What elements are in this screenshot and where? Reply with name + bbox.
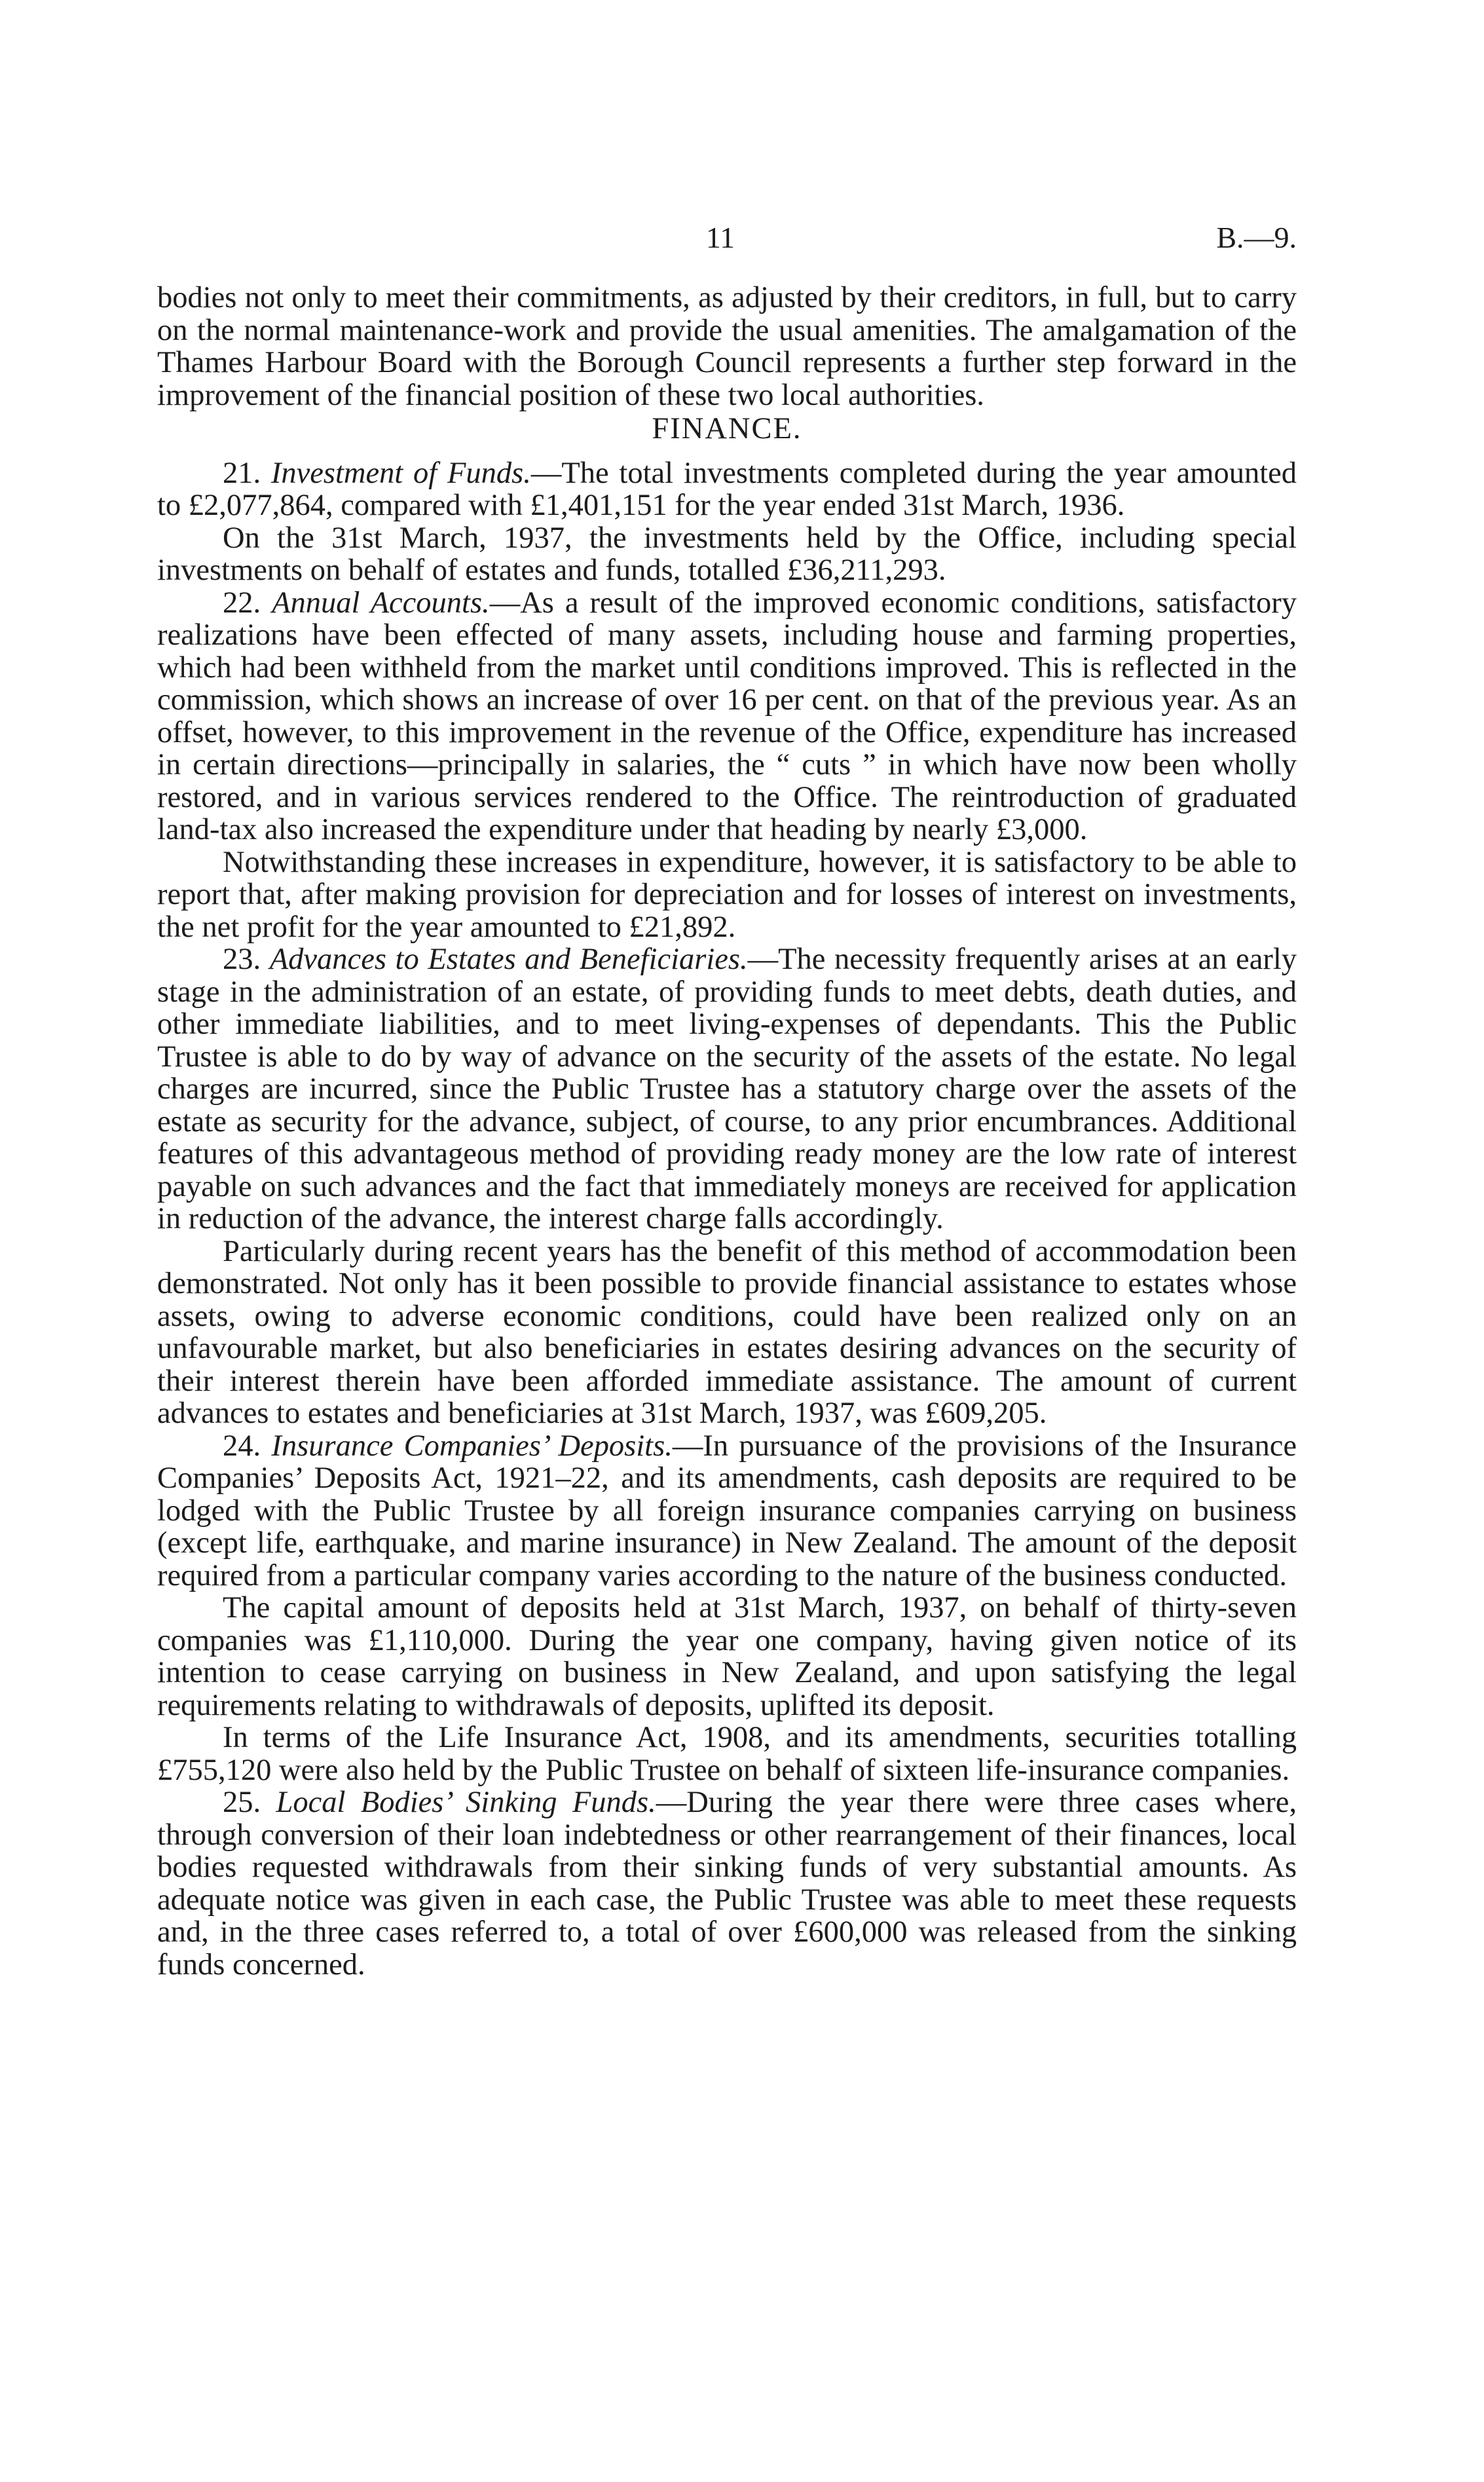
paragraph-24-life-insurance: In terms of the Life Insurance Act, 1908, and its amendments, securities totalling £755,120 were also held by the Public Trustee on behalf of sixteen life-insurance companies.	[157, 1721, 1297, 1787]
section-heading-finance: FINANCE.	[652, 412, 802, 445]
paragraph-23	[157, 943, 1297, 1235]
paragraph-25-title: Local Bodies’ Sinking Funds.	[276, 1786, 656, 1819]
paragraph-21-title: Investment of Funds.	[270, 456, 531, 490]
paragraph-25	[157, 1786, 1297, 1981]
paragraph-21-number: 21.	[223, 456, 261, 490]
paragraph-25-number: 25.	[223, 1786, 261, 1819]
paragraph-21-text: The total investments completed during the year amounted to £2,077,864, compared with £1,401,151 for the year ended 31st March, 1936.	[157, 456, 1297, 522]
paragraph-24-continued: The capital amount of deposits held at 31st March, 1937, on behalf of thirty-seven companies was £1,110,000. During the year one company, having given notice of its intention to cease carrying on business in New Zealand, and upon satisfying the legal requirements relating to withdrawals of deposits, uplifted its deposit.	[157, 1591, 1297, 1722]
paragraph-24-number: 24.	[223, 1429, 261, 1463]
paragraph-23-text: The necessity frequently arises at an early stage in the administration of an estate, of providing funds to meet debts, death duties, and other immediate liabilities, and to meet living-expenses of dependants. This the Public Trustee is able to do by way of advance on the security of the assets of the estate. No legal charges are incurred, since the Public Trustee has a statutory charge over the assets of the estate as security for the advance, subject, of course, to any prior encumbrances. Additional features of this advantageous method of providing ready money are the low rate of interest payable on such advances and the fact that immediately moneys are received for application in reduction of the advance, the interest charge falls accordingly.	[157, 943, 1297, 1235]
paragraph-21	[157, 457, 1297, 522]
paragraph-24-text: In pursuance of the provisions of the Insurance Companies’ Deposits Act, 1921–22, and its amendments, cash deposits are required to be lodged with the Public Trustee by all foreign insurance companies carrying on business (except life, earthquake, and marine insurance) in New Zealand. The amount of the deposit required from a particular company varies according to the nature of the business conducted.	[157, 1429, 1297, 1592]
paragraph-25-dash: —	[656, 1786, 687, 1819]
document-reference: B.—9.	[1216, 221, 1297, 254]
paragraph-24-title: Insurance Companies’ Deposits.	[271, 1429, 673, 1463]
intro-paragraph: bodies not only to meet their commitments, as adjusted by their creditors, in full, but to carry on the normal maintenance-work and provide the usual amenities. The amalgamation of the Thames Harbour Board with the Borough Council represents a further step forward in the improvement of the financial position of these two local authorities.	[157, 281, 1297, 412]
paragraph-21-dash: —	[530, 456, 562, 490]
page-number: 11	[705, 221, 735, 254]
paragraph-22-text: As a result of the improved economic conditions, satisfactory realizations have been effected of many assets, including house and farming properties, which had been withheld from the market until conditions improved. This is reflected in the commission, which shows an increase of over 16 per cent. on that of the previous year. As an offset, however, to this improvement in the revenue of the Office, expenditure has increased in certain directions—principally in salaries, the “ cuts ” in which have now been wholly restored, and in various services rendered to the Office. The reintroduction of graduated land-tax also increased the expenditure under that heading by nearly £3,000.	[157, 586, 1297, 846]
paragraph-23-number: 23.	[223, 943, 261, 976]
paragraph-24	[157, 1430, 1297, 1592]
paragraph-22-title: Annual Accounts.	[272, 586, 490, 620]
paragraph-22	[157, 587, 1297, 846]
paragraph-22-number: 22.	[223, 586, 261, 620]
paragraph-24-dash: —	[672, 1429, 703, 1463]
paragraph-23-title: Advances to Estates and Beneficiaries.	[269, 943, 748, 976]
paragraph-23-continued: Particularly during recent years has the benefit of this method of accommodation been demonstrated. Not only has it been possible to provide financial assistance to estates whose assets, owing to adverse economic conditions, could have been realized only on an unfavourable market, but also beneficiaries in estates desiring advances on the security of their interest therein have been afforded immediate assistance. The amount of current advances to estates and beneficiaries at 31st March, 1937, was £609,205.	[157, 1234, 1297, 1430]
paragraph-21-continued: On the 31st March, 1937, the investments held by the Office, including special investments on behalf of estates and funds, totalled £36,211,293.	[157, 521, 1297, 587]
paragraph-22-dash: —	[489, 586, 521, 620]
paragraph-22-continued: Notwithstanding these increases in expenditure, however, it is satisfactory to be able to report that, after making provision for depreciation and for losses of interest on investments, the net profit for the year amounted to £21,892.	[157, 845, 1297, 944]
paragraph-25-text: During the year there were three cases where, through conversion of their loan indebtedness or other rearrangement of their finances, local bodies requested withdrawals from their sinking funds of very substantial amounts. As adequate notice was given in each case, the Public Trustee was able to meet these requests and, in the three cases referred to, a total of over £600,000 was released from the sinking funds concerned.	[157, 1786, 1297, 1982]
paragraph-23-dash: —	[747, 943, 779, 976]
document-body	[157, 282, 1297, 1981]
